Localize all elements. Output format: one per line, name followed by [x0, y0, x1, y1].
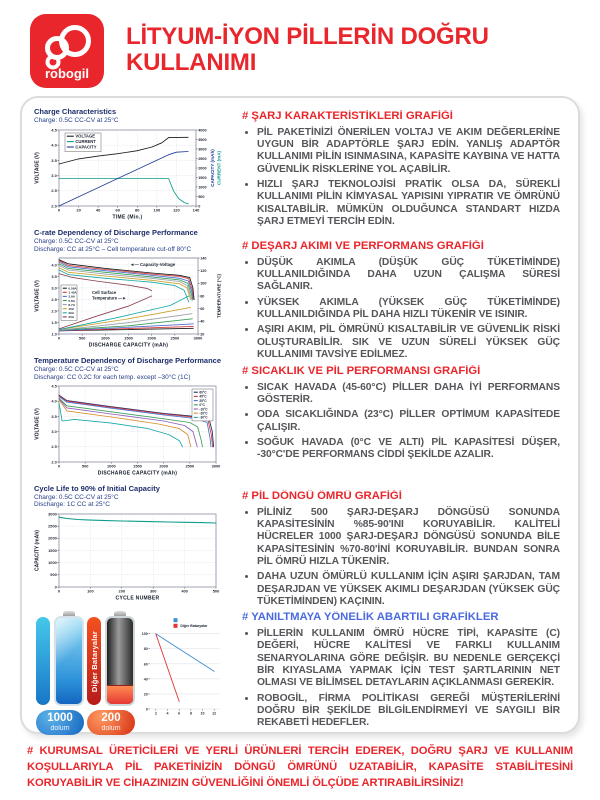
chart-subtitle: Discharge: 1C CC at 25°C [34, 501, 110, 509]
svg-text:VOLTAGE (V): VOLTAGE (V) [34, 408, 41, 440]
svg-text:TEMPERATURE (°C): TEMPERATURE (°C) [216, 274, 222, 319]
svg-text:CAPACITY (mAh): CAPACITY (mAh) [34, 530, 41, 572]
svg-text:80: 80 [135, 207, 140, 213]
svg-text:1500: 1500 [48, 547, 57, 553]
bullet-item: • DÜŞÜK AKIMLA (DÜŞÜK GÜÇ TÜKETİMİNDE) KULLANILDIĞINDA DAHA UZUN ÇALIŞMA SÜRESİ SAĞLANIR. [257, 257, 560, 294]
svg-text:8.7A: 8.7A [68, 303, 75, 308]
bullet-item: • SICAK HAVADA (45-60°C) PİLLER DAHA İYİ PERFORMANS GÖSTERİR. [257, 382, 560, 407]
svg-text:400: 400 [181, 588, 188, 594]
chart-subtitle: Charge: 0.5C CC-CV at 25°C [34, 365, 119, 373]
bullet-item: • ODA SICAKLIĞINDA (23°C) PİLLER OPTİMUM KAPASİTEDE ÇALIŞIR. [257, 409, 560, 434]
bullet-item: • DAHA UZUN ÖMÜRLÜ KULLANIM İÇİN AŞIRI ŞARJDAN, TAM DEŞARJDAN VE YÜKSEK AKIMLI DEŞARJDAN (YÜKSEK GÜÇ TÜKETİMİNDEN) KAÇININ. [257, 571, 560, 608]
svg-text:CAPACITY: CAPACITY [75, 144, 97, 150]
section-bullet-list [257, 382, 560, 462]
svg-text:100: 100 [200, 281, 207, 286]
svg-text:200: 200 [118, 588, 126, 594]
svg-text:1.45A: 1.45A [68, 290, 77, 295]
svg-text:2500: 2500 [198, 157, 207, 162]
svg-text:3000: 3000 [48, 511, 57, 517]
svg-text:Temperature —►: Temperature —► [92, 295, 127, 301]
cycles-1000-value: 1000 [47, 711, 73, 724]
svg-text:20: 20 [76, 207, 81, 213]
svg-text:0°C: 0°C [199, 403, 205, 408]
chart-subtitle: Discharge: CC 0.2C for each temp. except –30°C (1C) [34, 373, 191, 381]
section-bullet-list [257, 127, 560, 229]
svg-text:2.0: 2.0 [51, 308, 57, 314]
svg-text:3000: 3000 [193, 335, 203, 341]
section-bullet-list [257, 507, 560, 609]
svg-text:2.5: 2.5 [51, 188, 57, 194]
svg-text:1500: 1500 [133, 463, 142, 469]
svg-text:60: 60 [143, 662, 148, 667]
chart-subtitle: Charge: 0.5C CC-CV at 25°C [34, 493, 119, 501]
svg-text:2.0: 2.0 [51, 459, 57, 465]
svg-text:Diğer Bataryalar: Diğer Bataryalar [180, 624, 208, 629]
logo-wordmark: robogil [44, 66, 90, 81]
svg-text:4000: 4000 [198, 128, 207, 133]
chart-title: Charge Characteristics [34, 107, 117, 116]
bullet-item: • SOĞUK HAVADA (0°C VE ALTI) PİL KAPASİTESİ DÜŞER, -30°C'DE PERFORMANS CİDDİ ŞEKİLDE AZALIR. [257, 437, 560, 462]
robogil-logo-icon [30, 14, 104, 88]
bullet-item: • PİLİNİZ 500 ŞARJ-DEŞARJ DÖNGÜSÜ SONUNDA KAPASİTESİNİN %85-90'INI KORUYABİLİR. KALİTELİ HÜCRELER 1000 ŞARJ-DEŞARJ DÖNGÜSÜ SONUNDA BİLE KAPASİTESİNİN %70-80'İNİ KORUYABİLİR. BUNDAN SONRA PİL ÖMRÜ HIZLA TÜKENİR. [257, 507, 560, 569]
full-battery-illustration [54, 611, 84, 706]
svg-text:0.58A: 0.58A [68, 286, 77, 291]
svg-text:2.5: 2.5 [51, 297, 57, 303]
svg-text:80: 80 [200, 294, 205, 299]
svg-text:20: 20 [200, 332, 205, 337]
svg-text:4: 4 [166, 711, 169, 716]
svg-text:40: 40 [200, 319, 205, 324]
cycles-200-unit: dolum [101, 725, 121, 733]
svg-text:120: 120 [173, 207, 180, 213]
svg-text:10: 10 [200, 711, 205, 716]
svg-text:CAPACITY (mAh): CAPACITY (mAh) [210, 149, 215, 188]
svg-text:40: 40 [143, 677, 148, 682]
svg-text:500: 500 [78, 335, 86, 341]
svg-text:4.0: 4.0 [51, 262, 57, 268]
other-batteries-capsule [87, 617, 101, 705]
svg-text:2500: 2500 [185, 463, 195, 469]
svg-text:20A: 20A [68, 311, 75, 316]
svg-text:3500: 3500 [198, 138, 207, 143]
svg-text:0: 0 [198, 204, 201, 209]
robogil-logo [30, 14, 104, 88]
temperature-discharge-chart [34, 357, 230, 482]
svg-text:0: 0 [54, 584, 57, 590]
battery-body-empty [105, 616, 135, 706]
chart-canvas [34, 254, 224, 354]
cycle-life-chart [34, 485, 230, 607]
svg-text:4.0: 4.0 [51, 142, 57, 148]
svg-text:VOLTAGE (V): VOLTAGE (V) [34, 280, 41, 312]
charge-characteristics-chart [34, 108, 230, 226]
section-bullet-list [257, 628, 560, 730]
bullet-item: • YÜKSEK AKIMLA (YÜKSEK GÜÇ TÜKETİMİNDE) KULLANILDIĞINDA PİL DAHA HIZLI TÜKENİR VE ISINIR. [257, 297, 560, 322]
svg-text:◄— Capacity-Voltage: ◄— Capacity-Voltage [130, 262, 176, 268]
svg-text:2: 2 [154, 711, 157, 716]
svg-text:0: 0 [57, 207, 61, 213]
svg-text:140: 140 [200, 256, 207, 261]
cycle-comparison-mini-chart [138, 615, 224, 720]
svg-text:-10°C: -10°C [199, 407, 208, 412]
svg-text:3.5: 3.5 [51, 274, 57, 280]
svg-text:6: 6 [178, 711, 181, 716]
bullet-item: • ROBOGİL, FİRMA POLİTİKASI GEREĞİ MÜŞTERİLERİNİ DOĞRU BİR ŞEKİLDE BİLGİLENDİRMEYİ VE SAYGILI BİR REKABETİ HEDEFLER. [257, 693, 560, 730]
svg-text:1000: 1000 [48, 560, 57, 566]
cycles-200-badge [87, 710, 135, 735]
cycles-1000-unit: dolum [50, 725, 70, 733]
svg-text:4.0: 4.0 [51, 398, 57, 404]
info-section [242, 110, 560, 240]
svg-text:CURRENT: CURRENT [75, 139, 96, 145]
cycles-1000-badge [36, 710, 84, 735]
svg-text:1000: 1000 [107, 463, 116, 469]
sections [230, 108, 568, 729]
svg-text:CYCLE NUMBER: CYCLE NUMBER [115, 595, 160, 602]
chart-title: C-rate Dependency of Discharge Performance [34, 228, 198, 238]
svg-text:3.0: 3.0 [51, 429, 57, 435]
svg-text:0: 0 [145, 707, 148, 712]
charts-column [34, 107, 230, 733]
chart-canvas [34, 125, 224, 226]
info-section [242, 365, 560, 490]
svg-text:2500: 2500 [48, 523, 57, 529]
svg-text:3.5: 3.5 [51, 158, 57, 164]
content-card [20, 96, 580, 734]
chart-title: Cycle Life to 90% of Initial Capacity [34, 484, 160, 494]
svg-text:500: 500 [212, 588, 220, 594]
svg-text:0: 0 [57, 588, 61, 594]
bullet-item: • PİL PAKETİNİZİ ÖNERİLEN VOLTAJ VE AKIM DEĞERLERİNE UYGUN BİR ADAPTÖRLE ŞARJ EDİN. YANLIŞ ADAPTÖR KULLANIMI PİLİN ISINMASINA, KAPASİTE KAYBINA VE HATTA GÜVENLİK RİSKLERİNE YOL AÇABİLİR. [257, 127, 560, 176]
svg-text:300: 300 [149, 588, 157, 594]
svg-text:CURRENT (mA): CURRENT (mA) [216, 151, 222, 186]
section-title: # PİL DÖNGÜ ÖMRÜ GRAFİĞİ [242, 490, 402, 502]
svg-text:DISCHARGE CAPACITY (mAh): DISCHARGE CAPACITY (mAh) [97, 470, 178, 477]
bullet-item: • PİLLERİN KULLANIM ÖMRÜ HÜCRE TİPİ, KAPASİTE (C) DEĞERİ, HÜCRE KALİTESİ VE FARKLI KULLANIM SENARYOLARINA GÖRE DEĞİŞİR. BU NEDENLE GERÇEKÇİ BİR KIYASLAMA YAPMAK İÇİN TEST ŞARTLARININ NET OLMASI VE BİLİMSEL DETAYLARIN AÇIKLANMASI GEREKİR. [257, 628, 560, 690]
chart-subtitle: Charge: 0.5C CC-CV at 25°C [34, 116, 119, 124]
svg-text:VOLTAGE: VOLTAGE [75, 133, 96, 139]
svg-text:500: 500 [81, 463, 89, 469]
svg-text:100: 100 [141, 632, 148, 637]
svg-text:2.9A: 2.9A [68, 294, 75, 299]
chart-title: Temperature Dependency of Discharge Performance [34, 356, 222, 366]
svg-text:60°C: 60°C [199, 390, 207, 395]
svg-text:TIME (Min.): TIME (Min.) [112, 214, 143, 221]
footer-note: # KURUMSAL ÜRETİCİLERİ VE YERLİ ÜRÜNLERİ TERCİH EDEREK, DOĞRU ŞARJ VE KULLANIM KOŞULLARIYLA PİL PAKETİNİZİN DÖNGÜ ÖMRÜNÜ UZATABİLİR, KAPASİTE STABİLİTESİNİ KORUYABİLİR VE CİHAZINIZIN GÜVENLİĞİNİ ÖNEMLİ ÖLÇÜDE ARTIRABİLİRSİNİZ! [27, 745, 573, 789]
svg-text:2000: 2000 [147, 335, 156, 341]
svg-text:1500: 1500 [124, 335, 133, 341]
svg-text:2000: 2000 [159, 463, 168, 469]
svg-text:2500: 2500 [170, 335, 180, 341]
cycles-200-value: 200 [101, 711, 121, 724]
svg-text:VOLTAGE (V): VOLTAGE (V) [34, 152, 41, 185]
svg-text:-30°C: -30°C [199, 415, 208, 420]
svg-text:4.5: 4.5 [51, 127, 57, 133]
svg-text:3000: 3000 [211, 463, 221, 469]
svg-text:0: 0 [57, 463, 61, 469]
svg-text:120: 120 [200, 269, 207, 274]
section-title: # DEŞARJ AKIMI VE PERFORMANS GRAFİĞİ [242, 240, 484, 252]
other-batteries-label: Diğer Bataryalar [89, 630, 99, 692]
svg-text:40: 40 [95, 207, 101, 213]
section-title: # YANILTMAYA YÖNELİK ABARTILI GRAFİKLER [242, 611, 499, 624]
svg-text:2000: 2000 [198, 166, 207, 171]
battery-comparison-graphic [34, 611, 230, 737]
info-section [242, 490, 560, 611]
svg-text:25°C: 25°C [199, 399, 207, 404]
svg-text:20: 20 [143, 692, 148, 697]
robogil-battery-capsule [36, 617, 50, 705]
svg-text:3000: 3000 [198, 147, 207, 152]
svg-text:5.8A: 5.8A [68, 299, 75, 304]
svg-text:2.5: 2.5 [51, 444, 57, 450]
svg-text:12: 12 [212, 711, 217, 716]
chart-subtitle: Discharge: CC at 25°C – Cell temperature cut-off 80°C [34, 245, 192, 253]
c-rate-discharge-chart [34, 229, 230, 354]
svg-text:60: 60 [115, 207, 120, 213]
info-section [242, 240, 560, 365]
section-bullet-list [257, 257, 560, 362]
svg-text:500: 500 [50, 572, 57, 578]
svg-text:1.0: 1.0 [51, 331, 57, 337]
svg-text:-20°C: -20°C [199, 411, 208, 416]
svg-text:1000: 1000 [198, 185, 207, 190]
svg-text:2000: 2000 [48, 535, 57, 541]
svg-text:8: 8 [189, 711, 192, 716]
empty-battery-illustration [105, 611, 135, 706]
svg-text:500: 500 [198, 195, 205, 200]
svg-text:1000: 1000 [101, 335, 110, 341]
svg-text:0: 0 [57, 335, 61, 341]
svg-text:80: 80 [143, 647, 148, 652]
svg-text:DISCHARGE CAPACITY (mAh): DISCHARGE CAPACITY (mAh) [88, 342, 169, 349]
svg-text:60: 60 [200, 307, 205, 312]
header [0, 0, 600, 88]
section-title: # SICAKLIK VE PİL PERFORMANSI GRAFİĞİ [242, 365, 481, 377]
info-section [242, 611, 560, 732]
svg-text:1500: 1500 [198, 176, 207, 181]
bullet-item: • AŞIRI AKIM, PİL ÖMRÜNÜ KISALTABİLİR VE GÜVENLİK RİSKİ OLUŞTURABİLİR. SIK VE UZUN SÜRELİ YÜKSEK GÜÇ KULLANIMI TAVSİYE EDİLMEZ. [257, 324, 560, 361]
svg-text:3.5: 3.5 [51, 413, 57, 419]
chart-subtitle: Charge: 0.5C CC-CV at 25°C [34, 237, 119, 245]
svg-text:Cell Surface: Cell Surface [92, 290, 117, 296]
svg-text:100: 100 [153, 207, 161, 213]
battery-low-charge-level [107, 685, 133, 704]
svg-text:3.0: 3.0 [51, 285, 57, 291]
svg-text:25A: 25A [68, 315, 75, 320]
chart-canvas [34, 382, 224, 482]
svg-text:15A: 15A [68, 307, 75, 312]
svg-text:140: 140 [192, 207, 200, 213]
chart-canvas [34, 510, 224, 607]
svg-text:3.0: 3.0 [51, 173, 57, 179]
chart-canvas [138, 616, 224, 720]
svg-text:1.5: 1.5 [51, 320, 57, 326]
svg-text:4.5: 4.5 [51, 383, 57, 389]
svg-text:100: 100 [87, 588, 94, 594]
battery-body-full [54, 616, 84, 706]
bullet-item: • HIZLI ŞARJ TEKNOLOJİSİ PRATİK OLSA DA, SÜREKLİ KULLANIMI PİLİN KİMYASAL YAPISINI YIPRATIR VE ÖMRÜNÜ KISALTABİLİR. MÜMKÜN OLDUĞUNCA STANDART HIZDA ŞARJ ETMEYİ TERCİH EDİN. [257, 179, 560, 228]
svg-text:2.0: 2.0 [51, 203, 57, 209]
page-title: LİTYUM-İYON PİLLERİN DOĞRU KULLANIMI [126, 23, 489, 77]
section-title: # ŞARJ KARAKTERİSTİKLERİ GRAFİĞİ [242, 110, 453, 122]
svg-text:45°C: 45°C [199, 394, 207, 399]
